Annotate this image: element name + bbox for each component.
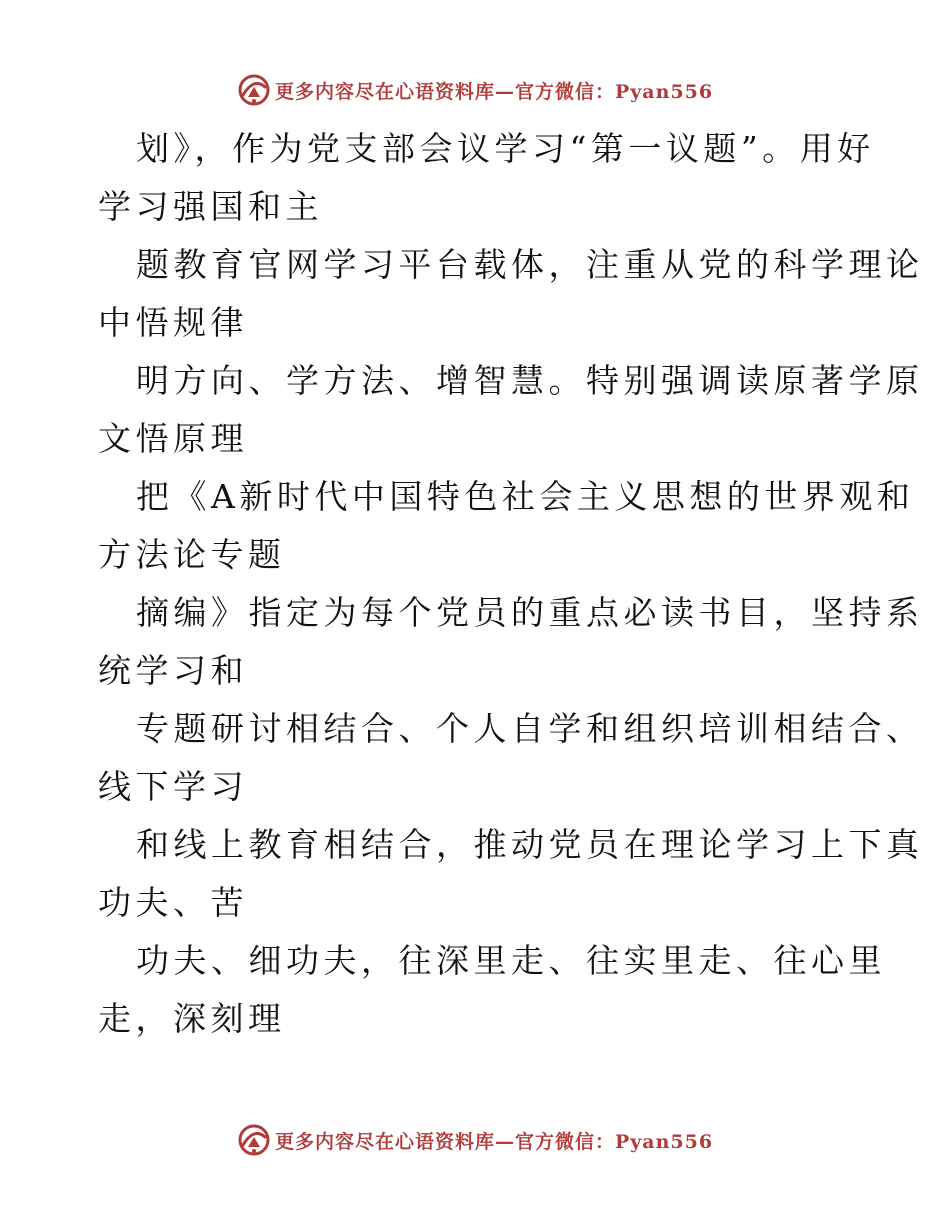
document-body (98, 120, 924, 1048)
text-line: 把《A新时代中国特色社会主义思想的世界观和 (136, 477, 915, 516)
text-line: 明方向、学方法、增智慧。特别强调读原著学原 (136, 361, 924, 400)
text-line: 学习强国和主 (98, 187, 323, 226)
text-line: 和线上教育相结合，推动党员在理论学习上下真 (136, 825, 924, 864)
swirl-book-logo-icon (237, 73, 271, 107)
header-banner-text: 更多内容尽在心语资料库—官方微信：Pyan556 (274, 80, 714, 103)
text-line: 统学习和 (98, 651, 248, 690)
text-line: 走，深刻理 (98, 999, 286, 1038)
footer-banner (0, 1120, 950, 1160)
text-line: 划》，作为党支部会议学习“第一议题”。用好 (136, 129, 875, 168)
text-line: 中悟规律 (98, 303, 248, 342)
header-banner (0, 70, 950, 110)
text-line: 功夫、细功夫，往深里走、往实里走、往心里 (136, 941, 886, 980)
text-line: 摘编》指定为每个党员的重点必读书目，坚持系 (136, 593, 924, 632)
swirl-book-logo-icon (237, 1123, 271, 1157)
text-line: 专题研讨相结合、个人自学和组织培训相结合、 (136, 709, 924, 748)
text-line: 线下学习 (98, 767, 248, 806)
footer-banner-text: 更多内容尽在心语资料库—官方微信：Pyan556 (274, 1130, 714, 1153)
text-line: 方法论专题 (98, 535, 286, 574)
text-line: 功夫、苦 (98, 883, 248, 922)
text-line: 文悟原理 (98, 419, 248, 458)
text-line: 题教育官网学习平台载体，注重从党的科学理论 (136, 245, 924, 284)
